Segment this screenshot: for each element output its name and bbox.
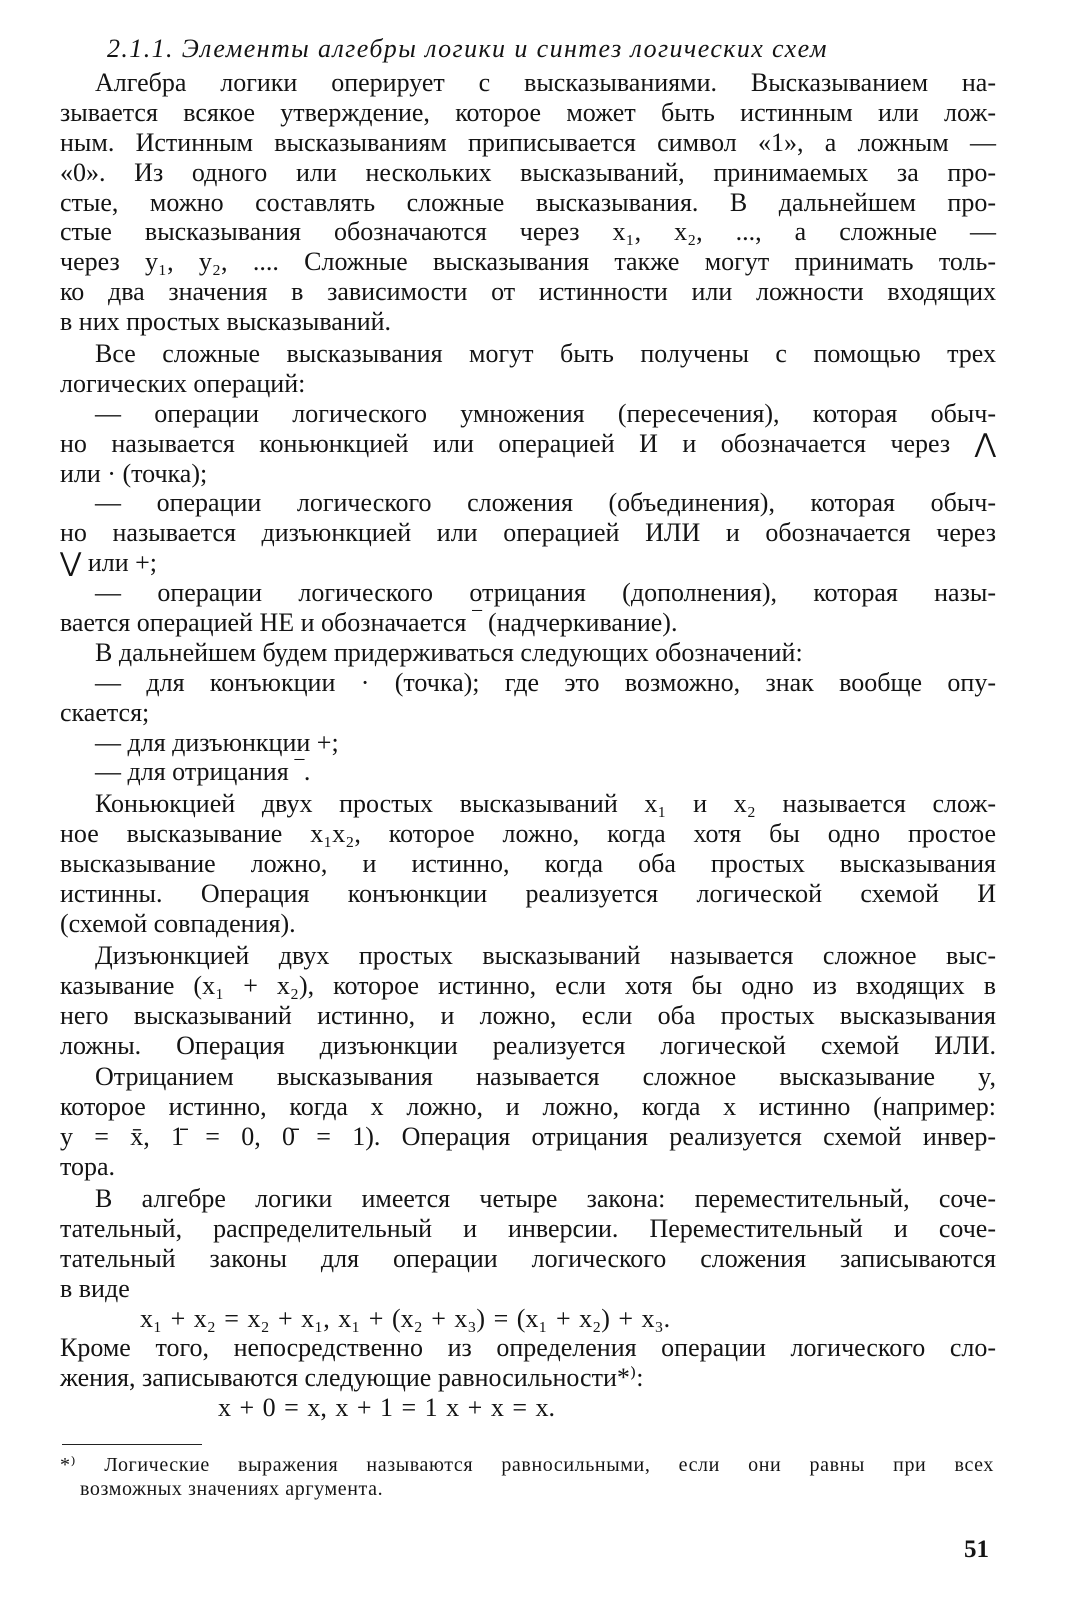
text-line: в них простых высказываний. (60, 307, 392, 337)
text-line: тательный, распределительный и инверсии. Переместительный и соче- (60, 1213, 996, 1243)
text-line: Кроме того, непосредственно из определения операции логического сло- (60, 1333, 996, 1363)
text-line: «0». Из одного или нескольких высказываний, принимаемых за про- (60, 157, 996, 187)
text-line: ⋁ или +; (60, 548, 158, 578)
text-line: — операции логического умножения (пересечения), которая обыч- (95, 398, 996, 428)
text-line: — для конъюкции · (точка); где это возможно, знак вообще опу- (95, 667, 996, 697)
text-line: жения, записываются следующие равносильности*⁾: (60, 1363, 644, 1393)
text-line: В дальнейшем будем придерживаться следующих обозначений: (95, 637, 803, 667)
text-line: y = x̄, 1̄ = 0, 0̄ = 1). Операция отрицания реализуется схемой инвер- (60, 1122, 996, 1152)
text-line: скается; (60, 697, 150, 727)
text-line: — операции логического сложения (объединения), которая обыч- (95, 488, 996, 518)
text-line: (схемой совпадения). (60, 908, 296, 938)
text-line: него высказываний истинно, и ложно, если оба простых высказывания (60, 1000, 996, 1030)
text-line: вается операцией НЕ и обозначается ‾ (надчеркивание). (60, 608, 678, 638)
text-line: в виде (60, 1273, 130, 1303)
text-line: Все сложные высказывания могут быть получены с помощью трех (95, 339, 996, 369)
text-line: Алгебра логики оперирует с высказываниями. Высказыванием на- (95, 68, 996, 97)
text-line: Дизъюнкцией двух простых высказываний называется сложное выс- (95, 940, 996, 970)
text-line: но называется коньюнкцией или операцией И и обозначается через ⋀ (60, 428, 996, 458)
text-line: В алгебре логики имеется четыре закона: переместительный, соче- (95, 1183, 996, 1213)
text-line: казывание (x₁ + x₂), которое истинно, если хотя бы одно из входящих в (60, 970, 996, 1000)
formula-equivalences: x + 0 = x, x + 1 = 1 x + x = x. (218, 1393, 555, 1423)
text-line: стые, можно составлять сложные высказывания. В дальнейшем про- (60, 187, 996, 217)
text-line: тора. (60, 1152, 116, 1182)
text-line: ложны. Операция дизъюнкции реализуется логической схемой ИЛИ. (60, 1030, 996, 1060)
text-line: ко два значения в зависимости от истинности или ложности входящих (60, 277, 996, 307)
text-line: зывается всякое утверждение, которое может быть истинным или лож- (60, 97, 996, 127)
text-line: но называется дизъюнкцией или операцией ИЛИ и обозначается через (60, 518, 996, 548)
text-line: истинны. Операция конъюнкции реализуется логической схемой И (60, 879, 996, 909)
text-line: ным. Истинным высказываниям приписывается символ «1», а ложным — (60, 127, 996, 157)
text-line: — для отрицания ‾. (95, 757, 311, 787)
body-text (60, 68, 996, 1423)
text-line: Коньюкцией двух простых высказываний x₁ и x₂ называется слож- (95, 789, 996, 819)
footnote-line: возможных значениях аргумента. (80, 1478, 384, 1500)
text-line: — операции логического отрицания (дополнения), которая назы- (95, 578, 996, 608)
page-number: 51 (964, 1536, 989, 1563)
text-line: — для дизъюнкции +; (95, 727, 339, 757)
footnote-line: *⁾ Логические выражения называются равносильными, если они равны при всех (60, 1454, 994, 1476)
text-line: через y₁, y₂, .... Сложные высказывания также могут принимать толь- (60, 247, 996, 277)
text-line: Отрицанием высказывания называется сложное высказывание y, (95, 1062, 996, 1092)
text-line: или · (точка); (60, 458, 208, 488)
text-line: высказывание ложно, и истинно, когда оба простых высказывания (60, 849, 996, 879)
text-line: которое истинно, когда x ложно, и ложно, когда x истинно (например: (60, 1092, 996, 1122)
footnote (60, 1453, 994, 1501)
text-line: тательный законы для операции логического сложения записываются (60, 1243, 996, 1273)
footnote-divider (62, 1444, 202, 1445)
formula-commutative-associative: x₁ + x₂ = x₂ + x₁, x₁ + (x₂ + x₃) = (x₁ + x₂) + x₃. (140, 1303, 671, 1333)
text-line: логических операций: (60, 368, 306, 398)
section-heading: 2.1.1. Элементы алгебры логики и синтез логических схем (107, 34, 828, 63)
text-line: ное высказывание x₁x₂, которое ложно, когда хотя бы одно простое (60, 819, 996, 849)
text-line: стые высказывания обозначаются через x₁, x₂, ..., а сложные — (60, 217, 996, 247)
